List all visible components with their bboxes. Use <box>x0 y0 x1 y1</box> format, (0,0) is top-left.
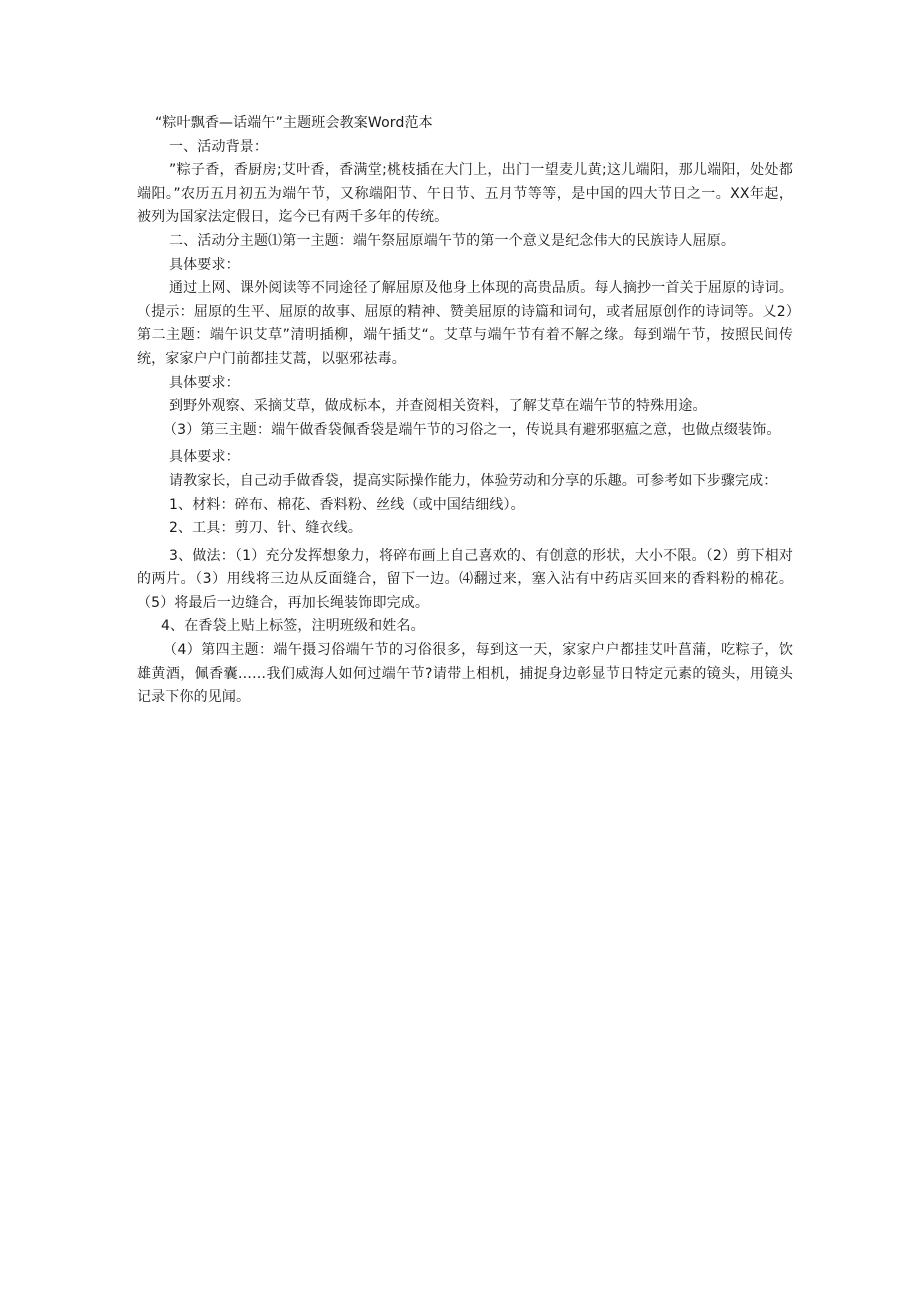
paragraph-theme4: （4）第四主题：端午摄习俗端午节的习俗很多，每到这一天，家家户户都挂艾叶菖蒲，吃粽子，饮雄黄酒，佩香囊……我们威海人如何过端午节?请带上相机，捕捉身边彰显节日特定元素的镜头，用镜头记录下你的见闻。 <box>137 642 793 706</box>
document-title: “粽叶飘香—话端午”主题班会教案Word范本 <box>155 115 433 131</box>
requirement-label: 具体要求： <box>169 374 240 391</box>
document-body <box>137 112 793 710</box>
paragraph-theme2-requirement: 到野外观察、采摘艾草，做成标本，并查阅相关资料，了解艾草在端午节的特殊用途。 <box>169 398 707 415</box>
list-item-materials: 1、材料：碎布、棉花、香料粉、丝线（或中国结细线）。 <box>169 496 525 513</box>
list-item-tools: 2、工具：剪刀、针、缝衣线。 <box>169 520 363 537</box>
paragraph-theme1-requirement: 通过上网、课外阅读等不同途径了解屈原及他身上体现的高贵品质。每人摘抄一首关于屈原的诗词。（提示：屈原的生平、屈原的故事、屈原的精神、赞美屈原的诗篇和词句，或者屈原创作的诗词等。乂2）第二主题：端午识艾草”清明插柳，端午插艾“。艾草与端午节有着不解之缘。每到端午节，按照民间传统，家家户户门前都挂艾蒿，以驱邪祛毒。 <box>137 280 793 367</box>
section-heading-themes: 二、活动分主题⑴第一主题：端午祭屈原端午节的第一个意义是纪念伟大的民族诗人屈原。 <box>169 232 735 249</box>
list-item-label: 4、在香袋上贴上标签，注明班级和姓名。 <box>161 618 425 635</box>
paragraph-theme3-requirement: 请教家长，自己动手做香袋，提高实际操作能力，体验劳动和分享的乐趣。可参考如下步骤完成： <box>169 472 778 489</box>
list-item-method: 3、做法：（1）充分发挥想象力，将碎布画上自己喜欢的、有创意的形状，大小不限。（2）剪下相对的两片。（3）用线将三边从反面缝合，留下一边。⑷翻过来，塞入沾有中药店买回来的香料粉的棉花。（5）将最后一边缝合，再加长绳装饰即完成。 <box>137 547 793 611</box>
requirement-label: 具体要求： <box>169 449 240 466</box>
requirement-label: 具体要求： <box>169 256 240 273</box>
section-heading-background: 一、活动背景： <box>169 138 269 155</box>
paragraph-background: ”粽子香，香厨房;艾叶香，香满堂;桃枝插在大门上，出门一望麦儿黄;这儿端阳，那儿端阳，处处都端阳。”农历五月初五为端午节，又称端阳节、午日节、五月节等等，是中国的四大节日之一。XX年起，被列为国家法定假日，迄今已有两千多年的传统。 <box>137 162 793 226</box>
paragraph-theme3: （3）第三主题：端午做香袋佩香袋是端午节的习俗之一，传说具有避邪驱瘟之意，也做点缀装饰。 <box>163 421 781 438</box>
